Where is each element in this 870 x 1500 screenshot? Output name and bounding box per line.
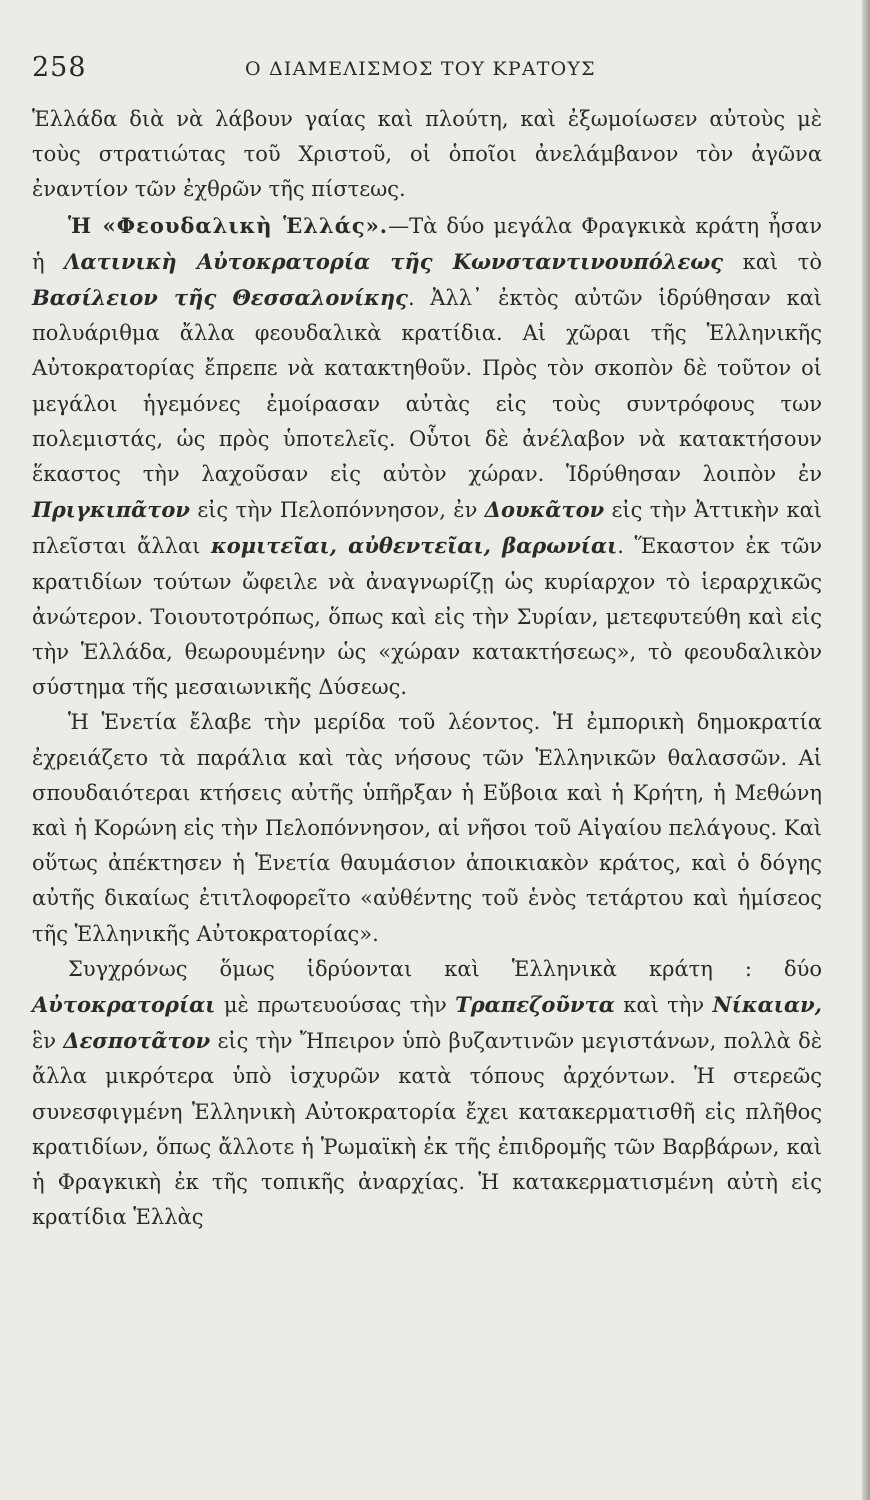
- running-title: Ο ΔΙΑΜΕΛΙΣΜΟΣ ΤΟΥ ΚΡΑΤΟΥΣ: [245, 58, 596, 80]
- emphasis-nicaea: Νίκαιαν,: [712, 992, 822, 1018]
- body-text: [32, 102, 822, 1236]
- emphasis-latin-empire: Λατινικὴ Αὐτοκρατορία τῆς Κωνσταντινουπόλεως: [64, 248, 724, 274]
- emphasis-empires: Αὐτοκρατορίαι: [32, 992, 216, 1018]
- paragraph-4-text-2: μὲ πρωτευούσας τὴν: [215, 993, 456, 1018]
- page-header: [32, 52, 822, 92]
- paragraph-3-text: Ἡ Ἑνετία ἔλαβε τὴν μερίδα τοῦ λέοντος. Ἡ ἐμπορικὴ δημοκρατία ἐχρειάζετο τὰ παράλια καὶ τὰς νήσους τῶν Ἑλληνικῶν θαλασσῶν. Αἱ σπουδαιότεραι κτήσεις αὐτῆς ὑπῆρξαν ἡ Εὔβοια καὶ ἡ Κρήτη, ἡ Μεθώνη καὶ ἡ Κορώνη εἰς τὴν Πελοπόννησον, αἱ νῆσοι τοῦ Αἰγαίου πελάγους. Καὶ οὕτως ἀπέκτησεν ἡ Ἑνετία θαυμάσιον ἀποικιακὸν κράτος, καὶ ὁ δόγης αὐτῆς δικαίως ἐτιτλοφορεῖτο «αὐθέντης τοῦ ἑνὸς τετάρτου καὶ ἡμίσεος τῆς Ἑλληνικῆς Αὐτοκρατορίας».: [32, 710, 822, 946]
- paragraph-2-text-2: καὶ τὸ: [723, 249, 822, 274]
- page-edge-shadow: [862, 0, 870, 1500]
- emphasis-kingdom-thessalonica: Βασίλειον τῆς Θεσσαλονίκης: [32, 285, 408, 311]
- emphasis-principality: Πριγκιπᾶτον: [32, 497, 190, 523]
- paragraph-4-text-5: εἰς τὴν Ἤπειρον ὑπὸ βυζαντινῶν μεγιστάνων, πολλὰ δὲ ἄλλα μικρότερα ὑπὸ ἰσχυρῶν κατὰ τόπους ἀρχόντων. Ἡ στερεῶς συνεσφιγμένη Ἑλληνικὴ Αὐτοκρατορία ἔχει κατακερματισθῆ εἰς πλῆθος κρατιδίων, ὅπως ἄλλοτε ἡ Ῥωμαϊκὴ ἐκ τῆς ἐπιδρομῆς τῶν Βαρβάρων, καὶ ἡ Φραγκικὴ ἐκ τῆς τοπικῆς ἀναρχίας. Ἡ κατακερματισμένη αὐτὴ εἰς κρατίδια Ἑλλὰς: [32, 1029, 822, 1230]
- paragraph-3: [32, 705, 822, 951]
- paragraph-2: [32, 208, 822, 706]
- emphasis-duchy: Δουκᾶτον: [484, 497, 605, 523]
- paragraph-2-text-4: εἰς τὴν Πελοπόννησον, ἐν: [189, 498, 485, 523]
- paragraph-1: [32, 102, 822, 208]
- emphasis-despotate: Δεσποτᾶτον: [63, 1028, 211, 1054]
- paragraph-4: [32, 952, 822, 1236]
- paragraph-4-text-4: ἓν: [32, 1029, 64, 1054]
- paragraph-2-text-5: εἰς τὴν Ἀττικὴν καὶ πλεῖσται ἄλλαι: [32, 498, 822, 559]
- paragraph-2-text-3: . Ἀλλ᾽ ἐκτὸς αὐτῶν ἱδρύθησαν καὶ πολυάριθμα ἄλλα φεουδαλικὰ κρατίδια. Αἱ χῶραι τῆς Ἑλληνικῆς Αὐτοκρατορίας ἔπρεπε νὰ κατακτηθοῦν. Πρὸς τὸν σκοπὸν δὲ τοῦτον οἱ μεγάλοι ἡγεμόνες ἐμοίρασαν αὐτὰς εἰς τοὺς συντρόφους των πολεμιστάς, ὡς πρὸς ὑποτελεῖς. Οὗτοι δὲ ἀνέλαβον νὰ κατακτήσουν ἕκαστος τὴν λαχοῦσαν εἰς αὐτὸν χώραν. Ἱδρύθησαν λοιπὸν ἐν: [32, 286, 822, 487]
- paragraph-2-text-6: . Ἕκαστον ἐκ τῶν κρατιδίων τούτων ὤφειλε νὰ ἀναγνωρίζῃ ὡς κυρίαρχον τὸ ἱεραρχικῶς ἀνώτερον. Τοιουτοτρόπως, ὅπως καὶ εἰς τὴν Συρίαν, μετεφυτεύθη καὶ εἰς τὴν Ἑλλάδα, θεωρουμένην ὡς «χώραν κατακτήσεως», τὸ φεουδαλικὸν σύστημα τῆς μεσαιωνικῆς Δύσεως.: [32, 534, 822, 700]
- paragraph-4-text-1: Συγχρόνως ὅμως ἱδρύονται καὶ Ἑλληνικὰ κράτη : δύο: [68, 956, 822, 981]
- page-number: 258: [32, 52, 87, 83]
- paragraph-2-text-1: —Τὰ δύο μεγάλα Φραγκικὰ κράτη ἦσαν ἡ: [32, 213, 822, 274]
- emphasis-counties: κομιτεῖαι, αὐθεντεῖαι, βαρωνίαι: [210, 533, 618, 559]
- emphasis-trebizond: Τραπεζοῦντα: [455, 992, 615, 1018]
- paragraph-1-text: Ἑλλάδα διὰ νὰ λάβουν γαίας καὶ πλούτη, καὶ ἐξωμοίωσεν αὐτοὺς μὲ τοὺς στρατιώτας τοῦ Χριστοῦ, οἱ ὁποῖοι ἀνελάμβανον τὸν ἀγῶνα ἐναντίον τῶν ἐχθρῶν τῆς πίστεως.: [32, 107, 822, 202]
- paragraph-4-text-3: καὶ τὴν: [614, 993, 713, 1018]
- section-heading: Ἡ «Φεουδαλικὴ Ἑλλάς».: [68, 212, 389, 238]
